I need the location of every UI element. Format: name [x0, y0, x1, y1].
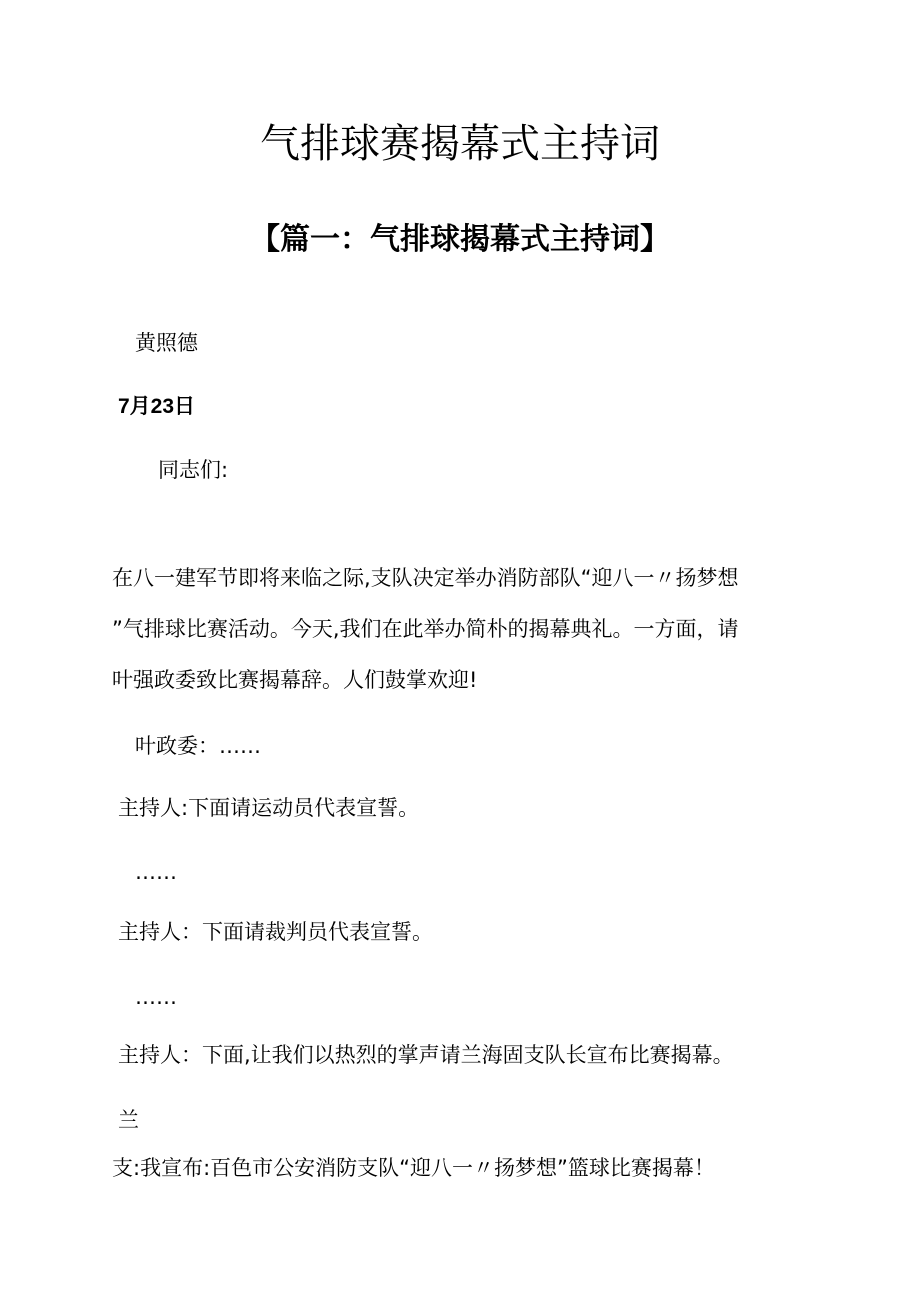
author-name: 黄照德	[135, 331, 198, 355]
speaker-fragment: 兰	[118, 1108, 139, 1132]
document-subtitle: 【篇一：气排球揭幕式主持词】	[250, 222, 670, 257]
intro-line-2: ”气排球比赛活动。今天,我们在此举办简朴的揭幕典礼。一方面，请	[112, 617, 739, 641]
intro-line-1: 在八一建军节即将来临之际,支队决定举办消防部队“迎八一〃扬梦想	[112, 566, 739, 590]
host-line-1: 主持人:下面请运动员代表宣誓。	[118, 796, 420, 820]
host-line-2: 主持人：下面请裁判员代表宣誓。	[118, 920, 433, 944]
intro-line-3: 叶强政委致比赛揭幕辞。人们鼓掌欢迎!	[112, 668, 478, 692]
document-title: 气排球赛揭幕式主持词	[260, 121, 660, 167]
closing-line: 支:我宣布:百色市公安消防支队“迎八一〃扬梦想”篮球比赛揭幕！	[112, 1156, 715, 1180]
intro-paragraph	[112, 553, 812, 706]
date-line: 7月23日	[118, 395, 196, 418]
greeting-line: 同志们:	[158, 458, 229, 482]
ellipsis-line-2: ……	[135, 985, 177, 1009]
ellipsis-line-1: ……	[135, 860, 177, 884]
speech-line-1: 叶政委：……	[135, 734, 261, 758]
host-line-3: 主持人：下面,让我们以热烈的掌声请兰海固支队长宣布比赛揭幕。	[118, 1043, 734, 1067]
